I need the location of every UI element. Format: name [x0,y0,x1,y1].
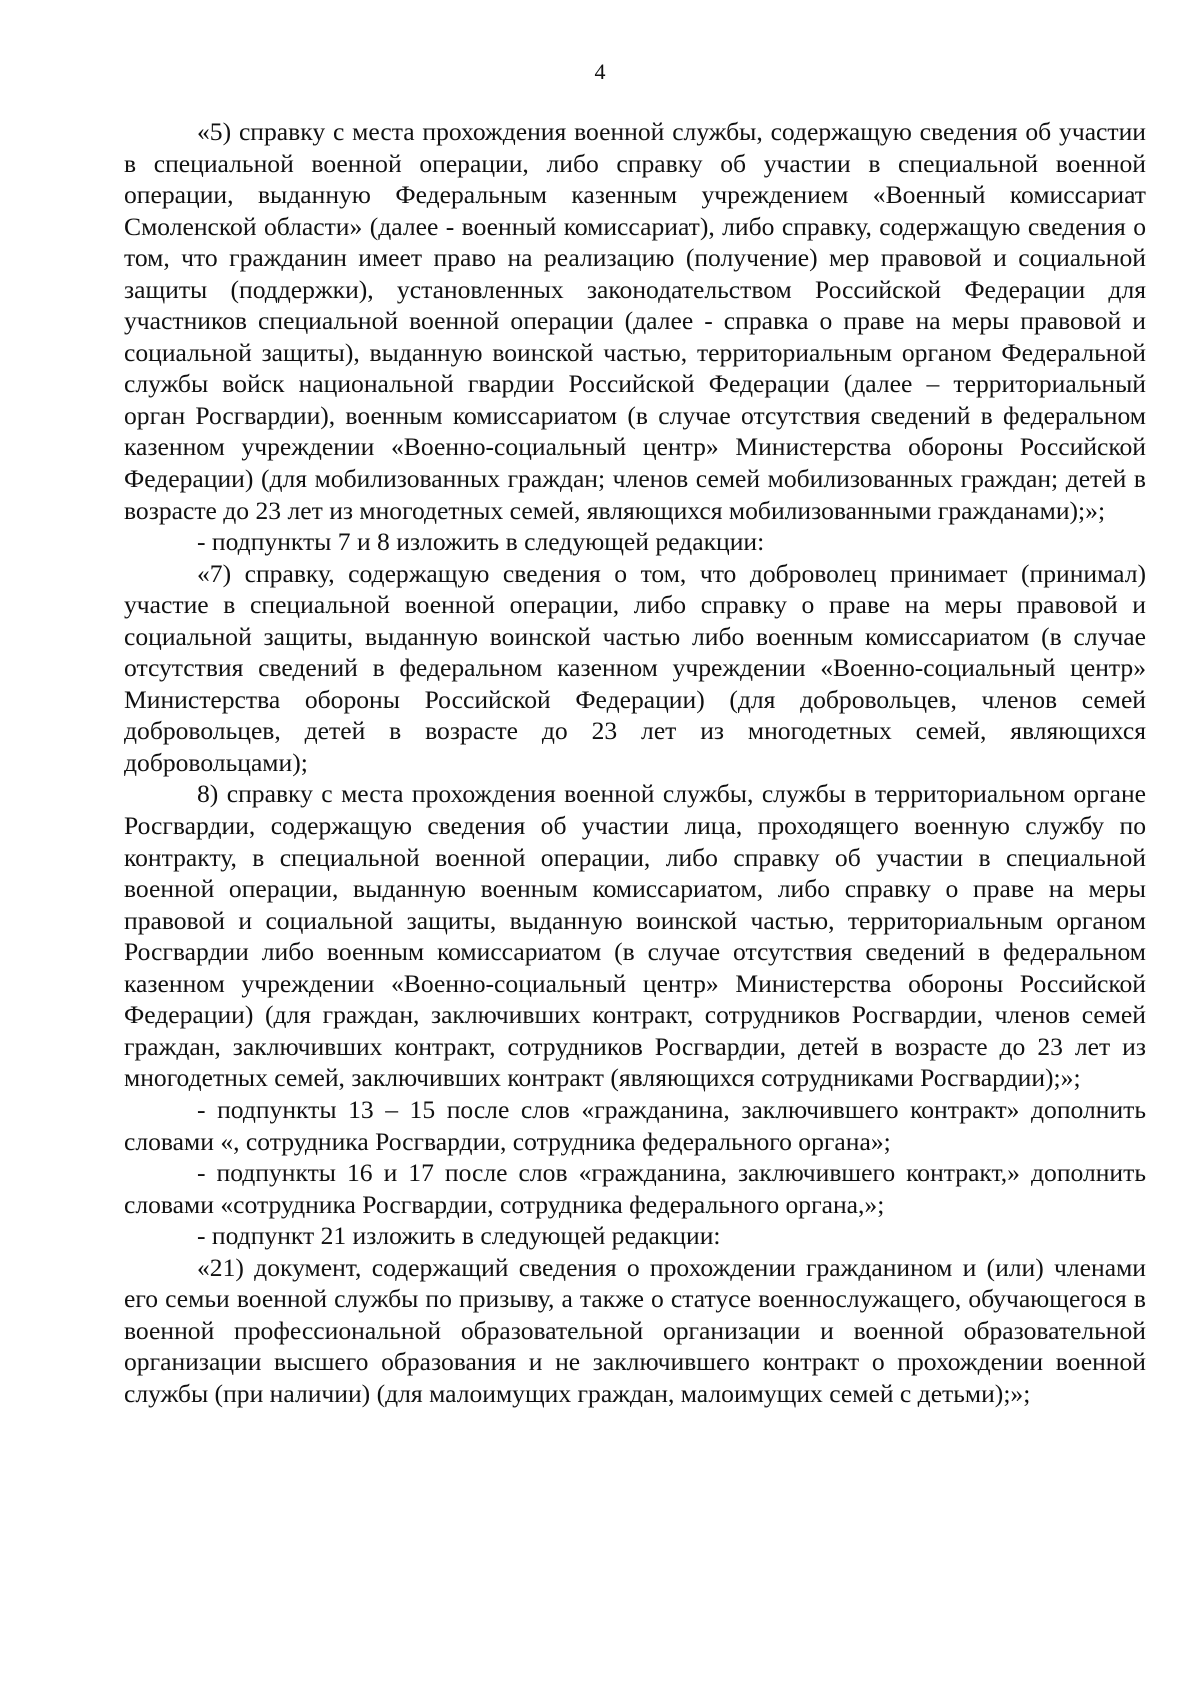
paragraph-subitems-13-15: - подпункты 13 – 15 после слов «гражданина, заключившего контракт» дополнить словами «, сотрудника Росгвардии, сотрудника федерального органа»; [124,1094,1146,1156]
page-number: 4 [594,59,606,84]
paragraph-item-5: «5) справку с места прохождения военной службы, содержащую сведения об участии в специальной военной операции, либо справку об участии в специальной военной операции, выданную Федеральным казенным учреждением «Военный комиссариат Смоленской области» (далее - военный комиссариат), либо справку, содержащую сведения о том, что гражданин имеет право на реализацию (получение) мер правовой и социальной защиты (поддержки), установленных законодательством Российской Федерации для участников специальной военной операции (далее - справка о праве на меры правовой и социальной защиты), выданную воинской частью, территориальным органом Федеральной службы войск национальной гвардии Российской Федерации (далее – территориальный орган Росгвардии), военным комиссариатом (в случае отсутствия сведений в федеральном казенном учреждении «Военно-социальный центр» Министерства обороны Российской Федерации) (для мобилизованных граждан; членов семей мобилизованных граждан; детей в возрасте до 23 лет из многодетных семей, являющихся мобилизованными гражданами);»; [124,117,1146,525]
paragraph-subitems-7-8-instruction: - подпункты 7 и 8 изложить в следующей редакции: [197,527,765,557]
paragraph-subitems-16-17: - подпункты 16 и 17 после слов «гражданина, заключившего контракт,» дополнить словами «сотрудника Росгвардии, сотрудника федерального органа,»; [124,1158,1146,1219]
paragraph-item-7: «7) справку, содержащую сведения о том, что доброволец принимает (принимал) участие в специальной военной операции, либо справку о праве на меры правовой и социальной защиты, выданную воинской частью либо военным комиссариатом (в случае отсутствия сведений в федеральном казенном учреждении «Военно-социальный центр» Министерства обороны Российской Федерации) (для добровольцев, членов семей добровольцев, детей в возрасте до 23 лет из многодетных семей, являющихся добровольцами); [124,558,1146,777]
paragraph-subitem-21-instruction: - подпункт 21 изложить в следующей редакции: [197,1221,721,1251]
paragraph-item-21: «21) документ, содержащий сведения о прохождении гражданином и (или) членами его семьи военной службы по призыву, а также о статусе военнослужащего, обучающегося в военной профессиональной образовательной организации и военной образовательной организации высшего образования и не заключившего контракт о прохождении военной службы (при наличии) (для малоимущих граждан, малоимущих семей с детьми);»; [124,1252,1146,1408]
paragraph-item-8: 8) справку с места прохождения военной службы, службы в территориальном органе Росгвардии, содержащую сведения об участии лица, проходящего военную службу по контракту, в специальной военной операции, либо справку об участии в специальной военной операции, выданную военным комиссариатом, либо справку о праве на меры правовой и социальной защиты, выданную воинской частью, территориальным органом Росгвардии либо военным комиссариатом (в случае отсутствия сведений в федеральном казенном учреждении «Военно-социальный центр» Министерства обороны Российской Федерации) (для граждан, заключивших контракт, сотрудников Росгвардии, членов семей граждан, заключивших контракт, сотрудников Росгвардии, детей в возрасте до 23 лет из многодетных семей, заключивших контракт (являющихся сотрудниками Росгвардии);»; [124,779,1146,1093]
document-body [124,116,1146,1409]
